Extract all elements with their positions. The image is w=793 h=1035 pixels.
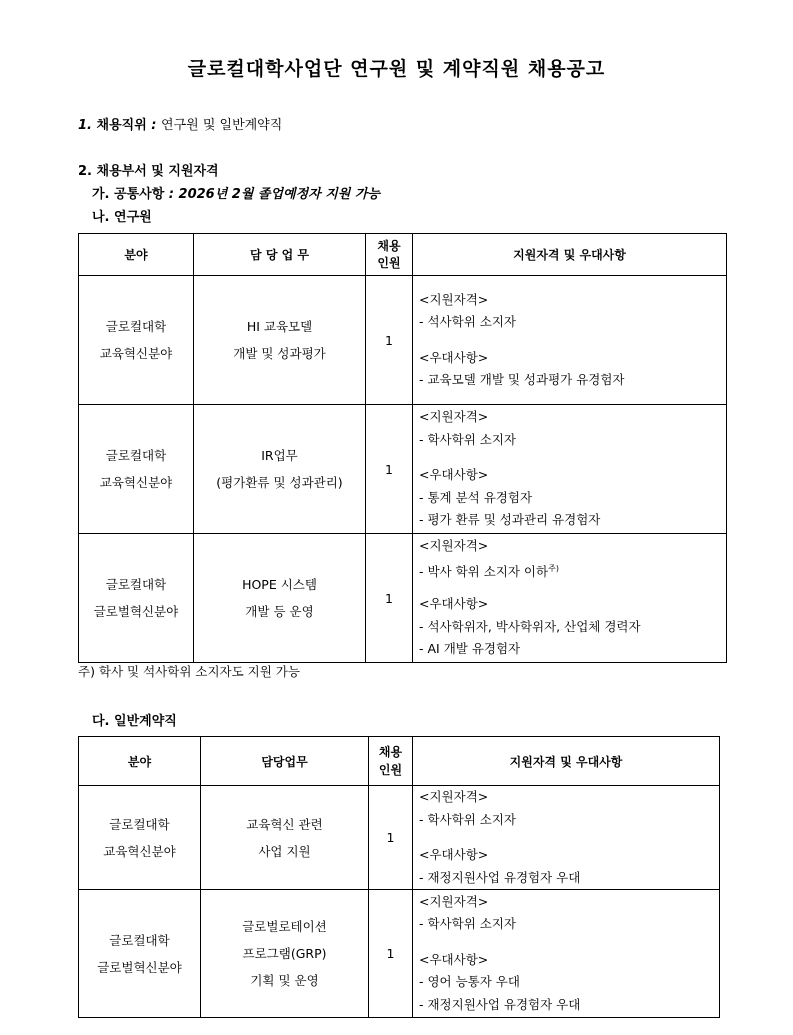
qualification-cell xyxy=(413,276,727,405)
section-1-label: 채용직위 xyxy=(96,118,147,133)
table-row xyxy=(79,786,720,890)
section-1-colon: : xyxy=(151,118,157,133)
qualification-item: - 석사학위 소지자 xyxy=(419,314,516,329)
duty-line: 개발 등 운영 xyxy=(245,604,314,619)
duty-line: HI 교육모델 xyxy=(246,319,313,334)
field-cell xyxy=(79,276,194,405)
field-cell xyxy=(79,890,201,1018)
duty-cell xyxy=(201,786,369,890)
header-field: 분야 xyxy=(79,234,194,276)
header-count-line-2: 인원 xyxy=(377,255,401,270)
count-cell: 1 xyxy=(366,534,413,663)
header-field: 분야 xyxy=(79,737,201,786)
header-count xyxy=(369,737,413,786)
count-cell: 1 xyxy=(366,276,413,405)
header-count-line-1: 채용 xyxy=(377,238,401,253)
preference-heading: <우대사항> xyxy=(419,951,489,967)
header-count-line-1: 채용 xyxy=(378,745,403,759)
table-row xyxy=(79,890,720,1018)
qualification-heading: <지원자격> xyxy=(419,538,489,554)
contract-staff-subheading: 다. 일반계약직 xyxy=(92,714,177,729)
qualification-heading: <지원자격> xyxy=(419,893,489,909)
section-2-label: 채용부서 및 지원자격 xyxy=(96,164,219,179)
qualification-cell xyxy=(413,405,727,534)
researcher-table xyxy=(78,233,727,663)
field-line: 글로컬대학 xyxy=(105,448,167,463)
page-title: 글로컬대학사업단 연구원 및 계약직원 채용공고 xyxy=(187,58,606,80)
table-header-row xyxy=(79,234,727,276)
duty-line: 교육혁신 관련 xyxy=(246,816,323,832)
preference-item: - 재정지원사업 유경험자 우대 xyxy=(419,869,581,885)
table-row xyxy=(79,534,727,663)
field-line: 글로컬대학 xyxy=(105,577,167,592)
preference-item: - 재정지원사업 유경험자 우대 xyxy=(419,996,581,1012)
header-count xyxy=(366,234,413,276)
preference-heading: <우대사항> xyxy=(419,349,489,365)
header-qualification: 지원자격 및 우대사항 xyxy=(413,737,720,786)
section-2-number: 2. xyxy=(78,164,92,179)
field-line: 교육혁신분야 xyxy=(99,475,173,490)
qualification-item: - 학사학위 소지자 xyxy=(419,916,516,932)
contract-staff-table xyxy=(78,736,720,1018)
qualification-item xyxy=(419,558,726,581)
duty-line: (평가환류 및 성과관리) xyxy=(216,475,343,490)
section-1-value: 연구원 및 일반계약직 xyxy=(161,118,283,133)
field-line: 글로컬대학 xyxy=(109,816,170,832)
field-line: 글로컬대학 xyxy=(109,932,170,948)
qualification-item-text: - 박사 학위 소지자 이하 xyxy=(419,563,549,579)
common-requirements-label: 가. 공통사항 xyxy=(92,187,165,202)
qualification-cell xyxy=(413,534,727,663)
qualification-item: - 학사학위 소지자 xyxy=(419,811,516,827)
table-row xyxy=(79,405,727,534)
footnote: 주) 학사 및 석사학위 소지자도 지원 가능 xyxy=(78,664,300,679)
duty-cell xyxy=(194,405,366,534)
field-cell xyxy=(79,405,194,534)
duty-line: IR업무 xyxy=(261,448,298,463)
header-duty: 담당업무 xyxy=(201,737,369,786)
preference-item: - 통계 분석 유경험자 xyxy=(419,489,533,505)
preference-item: - 영어 능통자 우대 xyxy=(419,974,520,990)
section-1-number: 1. xyxy=(78,118,92,133)
preference-item: - 평가 환류 및 성과관리 유경험자 xyxy=(419,512,601,528)
header-count-line-2: 인원 xyxy=(378,763,403,777)
duty-line: HOPE 시스템 xyxy=(242,577,317,592)
preference-heading: <우대사항> xyxy=(419,467,489,483)
duty-line: 사업 지원 xyxy=(258,843,311,859)
qualification-heading: <지원자격> xyxy=(419,789,489,804)
preference-item: - 교육모델 개발 및 성과평가 유경험자 xyxy=(419,372,625,387)
field-line: 교육혁신분야 xyxy=(103,843,176,859)
count-cell: 1 xyxy=(369,890,413,1018)
field-line: 교육혁신분야 xyxy=(99,346,173,361)
field-line: 글로벌혁신분야 xyxy=(97,959,182,975)
table-row xyxy=(79,276,727,405)
preference-heading: <우대사항> xyxy=(419,596,489,612)
header-duty: 담 당 업 무 xyxy=(194,234,366,276)
count-cell: 1 xyxy=(369,786,413,890)
researcher-subheading: 나. 연구원 xyxy=(92,210,152,225)
qualification-heading: <지원자격> xyxy=(419,291,489,307)
field-cell xyxy=(79,534,194,663)
duty-line: 기획 및 운영 xyxy=(250,973,319,988)
common-requirements-text: : 2026년 2월 졸업예정자 지원 가능 xyxy=(168,187,380,202)
section-2-heading xyxy=(78,160,219,179)
field-cell xyxy=(79,786,201,890)
qualification-heading: <지원자격> xyxy=(419,409,489,425)
section-1 xyxy=(78,114,282,133)
header-qualification: 지원자격 및 우대사항 xyxy=(413,234,727,276)
field-line: 글로컬대학 xyxy=(105,319,167,334)
duty-cell xyxy=(194,534,366,663)
count-cell: 1 xyxy=(366,405,413,534)
preference-item: - 석사학위자, 박사학위자, 산업체 경력자 xyxy=(419,618,641,634)
qualification-item: - 학사학위 소지자 xyxy=(419,431,516,447)
common-requirements xyxy=(92,183,380,202)
preference-heading: <우대사항> xyxy=(419,847,489,862)
duty-cell xyxy=(194,276,366,405)
qualification-cell xyxy=(413,786,720,890)
duty-line: 개발 및 성과평가 xyxy=(233,346,326,361)
duty-line: 프로그램(GRP) xyxy=(242,946,327,961)
qualification-cell xyxy=(413,890,720,1018)
footnote-marker: 주) xyxy=(548,563,559,573)
table-header-row xyxy=(79,737,720,786)
preference-item: - AI 개발 유경험자 xyxy=(419,641,521,657)
duty-line: 글로벌로테이션 xyxy=(242,919,327,934)
field-line: 글로벌혁신분야 xyxy=(93,604,179,619)
duty-cell xyxy=(201,890,369,1018)
